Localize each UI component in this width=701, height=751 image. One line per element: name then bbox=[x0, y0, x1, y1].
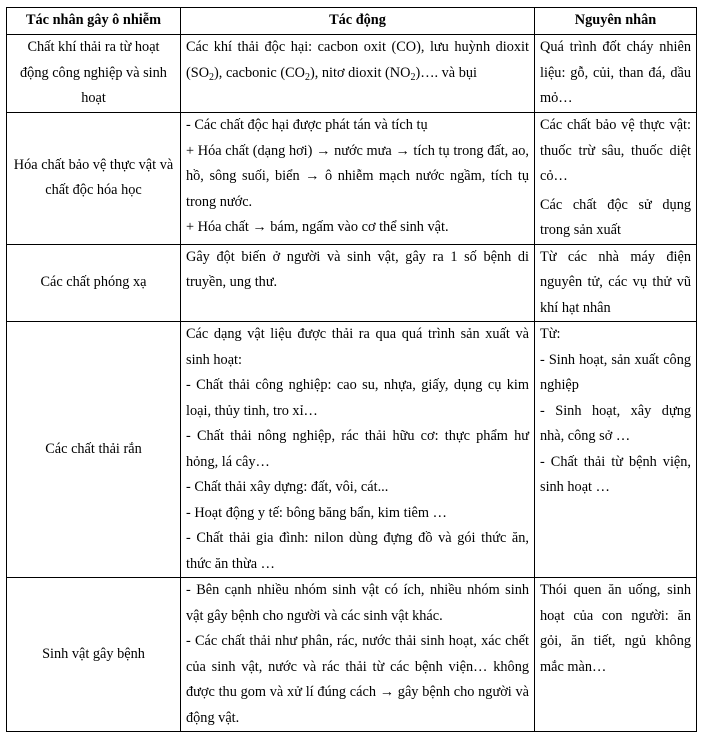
impact-text-d: )…. và bụi bbox=[415, 64, 477, 81]
impact-cell bbox=[181, 244, 535, 322]
cause-line: Từ: bbox=[540, 326, 561, 342]
impact-cell bbox=[181, 35, 535, 113]
table-row bbox=[7, 35, 697, 113]
impact-line: - Các chất độc hại được phát tán và tích tụ bbox=[186, 117, 428, 133]
impact-line: - Chất thải xây dựng: đất, vôi, cát... bbox=[186, 479, 389, 495]
impact-cell bbox=[181, 113, 535, 245]
cause-cell bbox=[535, 244, 697, 322]
cause-line: Quá trình đốt cháy nhiên liệu: gỗ, củi, than đá, dầu mỏ… bbox=[540, 39, 691, 106]
impact-text-b: ), cacbonic (CO bbox=[214, 64, 305, 81]
agent-cell: Các chất phóng xạ bbox=[7, 244, 181, 322]
impact-line: Các dạng vật liệu được thải ra qua quá trình sản xuất và sinh hoạt: bbox=[186, 326, 529, 368]
cause-cell bbox=[535, 578, 697, 732]
pollution-table-container bbox=[6, 7, 696, 732]
impact-line: - Các chất thải như phân, rác, nước thải sinh hoạt, xác chết của sinh vật, nước và rác thải từ các bệnh viện… không được thu gom và xử lí đúng cách → gây bệnh cho người và động vật. bbox=[186, 633, 529, 726]
pollution-table bbox=[6, 7, 697, 732]
impact-line: - Bên cạnh nhiều nhóm sinh vật có ích, nhiều nhóm sinh vật gây bệnh cho người và các sinh vật khác. bbox=[186, 582, 529, 624]
agent-cell: Chất khí thải ra từ hoạt động công nghiệp và sinh hoạt bbox=[7, 35, 181, 113]
cause-cell bbox=[535, 322, 697, 578]
cause-line: - Sinh hoạt, sản xuất công nghiệp bbox=[540, 351, 691, 393]
table-row bbox=[7, 322, 697, 578]
impact-text-a: Các khí thải độc hại: cacbon oxit (CO), lưu huỳnh dioxit (SO bbox=[186, 39, 529, 81]
agent-cell: Các chất thải rắn bbox=[7, 322, 181, 578]
table-header-row bbox=[7, 8, 697, 35]
header-agent: Tác nhân gây ô nhiễm bbox=[7, 8, 181, 35]
impact-line: Gây đột biến ở người và sinh vật, gây ra 1 số bệnh di truyền, ung thư. bbox=[186, 248, 529, 290]
impact-line: + Hóa chất → bám, ngấm vào cơ thể sinh vật. bbox=[186, 219, 449, 235]
header-impact: Tác động bbox=[181, 8, 535, 35]
impact-line: - Hoạt động y tế: bông băng bẩn, kim tiêm … bbox=[186, 504, 447, 521]
cause-line: - Chất thải từ bệnh viện, sinh hoạt … bbox=[540, 453, 691, 495]
cause-line: Từ các nhà máy điện nguyên tử, các vụ thử vũ khí hạt nhân bbox=[540, 248, 691, 316]
table-row bbox=[7, 113, 697, 245]
cause-line: Các chất độc sử dụng trong sản xuất bbox=[540, 196, 691, 238]
cause-line: Các chất bảo vệ thực vật: thuốc trừ sâu, thuốc diệt cỏ… bbox=[540, 117, 691, 184]
cause-cell bbox=[535, 113, 697, 245]
impact-line: + Hóa chất (dạng hơi) → nước mưa → tích tụ trong đất, ao, hồ, sông suối, biển → ô nhiễm mạch nước ngầm, tích tụ trong nước. bbox=[186, 142, 529, 210]
agent-cell: Sinh vật gây bệnh bbox=[7, 578, 181, 732]
cause-line: - Sinh hoạt, xây dựng nhà, công sở … bbox=[540, 402, 691, 444]
impact-sub-b: 2 bbox=[304, 71, 310, 83]
agent-cell: Hóa chất bảo vệ thực vật và chất độc hóa học bbox=[7, 113, 181, 245]
impact-line: - Chất thải công nghiệp: cao su, nhựa, giấy, dụng cụ kim loại, thủy tinh, tro xỉ… bbox=[186, 377, 529, 419]
cause-cell bbox=[535, 35, 697, 113]
cause-line: Thói quen ăn uống, sinh hoạt của con người: ăn gỏi, ăn tiết, ngủ không mắc màn… bbox=[540, 582, 691, 675]
impact-line: - Chất thải gia đình: nilon dùng đựng đồ và gói thức ăn, thức ăn thừa … bbox=[186, 530, 529, 572]
impact-text-c: ), nitơ dioxit (NO bbox=[309, 64, 411, 81]
impact-line: - Chất thải nông nghiệp, rác thải hữu cơ: thực phẩm hư hỏng, lá cây… bbox=[186, 428, 529, 470]
impact-cell bbox=[181, 322, 535, 578]
table-row bbox=[7, 244, 697, 322]
header-cause: Nguyên nhân bbox=[535, 8, 697, 35]
table-row bbox=[7, 578, 697, 732]
impact-sub-a: 2 bbox=[209, 71, 215, 83]
impact-sub-c: 2 bbox=[410, 71, 416, 83]
impact-cell bbox=[181, 578, 535, 732]
